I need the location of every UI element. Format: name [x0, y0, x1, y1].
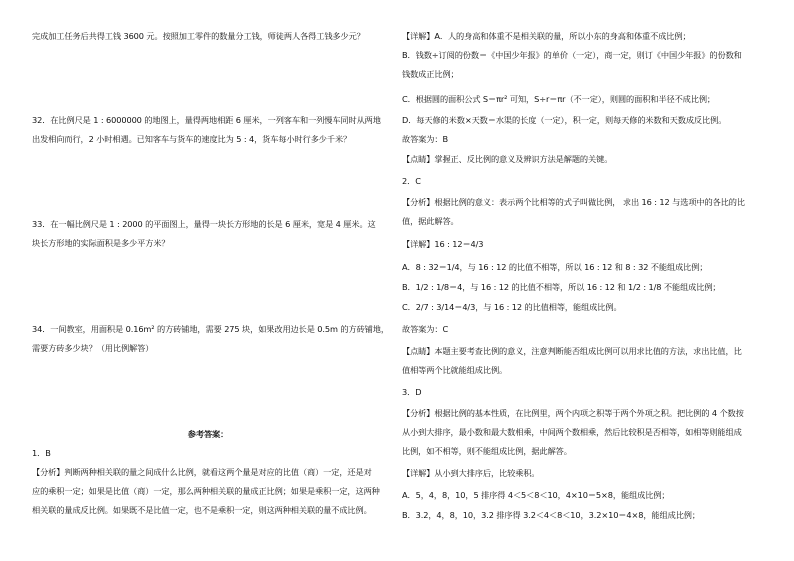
a1-detail-b-line-1: B．钱数÷订阅的份数＝《中国少年报》的单价（一定），商一定，则订《中国少年报》的份数和	[402, 50, 742, 60]
a2-analysis-line-1: 【分析】根据比例的意义：表示两个比相等的式子叫做比例， 求出 16 : 12 与选项中的各比的比	[402, 197, 745, 207]
a3-analysis-line-3: 比例，如不相等，则不能组成比例，据此解答。	[402, 446, 572, 456]
answer-1-analysis-line-3: 相关联的量成反比例。如果既不是比值一定，也不是乘积一定，则这两种相关联的量不成比例。	[32, 505, 372, 515]
a3-option-b: B．3.2，4，8，10，3.2 排序得 3.2＜4＜8＜10，3.2×10＝4×8，能组成比例；	[402, 510, 700, 520]
a2-key-point-line-1: 【点睛】本题主要考查比例的意义，注意判断能否组成比例可以用求比值的方法，求出比值，比	[402, 346, 742, 356]
q33-line-1: 33．在一幅比例尺是 1 : 2000 的平面图上，量得一块长方形地的长是 6 厘米，宽是 4 厘米。这	[32, 219, 376, 229]
answers-title: 参考答案：	[187, 429, 229, 439]
a3-analysis-line-2: 从小到大排序，最小数和最大数相乘，中间两个数相乘，然后比较积是否相等，如相等则能组成	[402, 427, 742, 437]
q33-line-2: 块长方形地的实际面积是多少平方米？	[32, 238, 170, 248]
a2-key-point-line-2: 值相等两个比就能组成比例。	[402, 365, 508, 375]
answer-2-number: 2．C	[402, 176, 421, 186]
answer-3-number: 3．D	[402, 387, 422, 397]
q32-line-1: 32．在比例尺是 1 : 6000000 的地图上，量得两地相距 6 厘米，一列客车和一列慢车同时从两地	[32, 115, 381, 125]
a2-detail: 【详解】16 : 12＝4/3	[402, 239, 484, 249]
q34-line-2: 需要方砖多少块？（用比例解答）	[32, 343, 154, 353]
a2-option-a: A．8 : 32＝1/4，与 16 : 12 的比值不相等，所以 16 : 12 和 8 : 32 不能组成比例；	[402, 262, 708, 272]
a1-key-point: 【点睛】掌握正、反比例的意义及辨识方法是解题的关键。	[402, 154, 613, 164]
q31-tail-text: 完成加工任务后共得工钱 3600 元。按照加工零件的数量分工钱，师徒两人各得工钱多少元？	[32, 31, 365, 41]
a2-answer: 故答案为：C	[402, 324, 449, 334]
a2-option-c: C．2/7 : 3/14＝4/3，与 16 : 12 的比值相等，能组成比例。	[402, 302, 622, 312]
a3-detail: 【详解】从小到大排序后，比较乘积。	[402, 468, 540, 478]
a3-analysis-line-1: 【分析】根据比例的基本性质，在比例里，两个内项之积等于两个外项之积。把比例的 4 个数按	[402, 408, 744, 418]
a1-detail-b-line-2: 钱数成正比例；	[402, 69, 459, 79]
q32-line-2: 出发相向而行，2 小时相遇。已知客车与货车的速度比为 5 : 4，货车每小时行多少千米？	[32, 134, 352, 144]
a1-answer: 故答案为：B	[402, 134, 448, 144]
answer-1-number: 1．B	[32, 448, 51, 458]
a1-detail-d: D．每天修的米数×天数＝水渠的长度（一定），积一定，则每天修的米数和天数成反比例。	[402, 115, 727, 125]
a1-detail-c: C．根据圆的面积公式 S＝πr² 可知，S÷r＝πr（不一定），则圆的面积和半径不成比例；	[402, 94, 716, 104]
answer-1-analysis-line-2: 应的乘积一定；如果是比值（商）一定，那么两种相关联的量成正比例；如果是乘积一定，这两种	[32, 486, 380, 496]
answer-1-analysis-line-1: 【分析】判断两种相关联的量之间成什么比例，就看这两个量是对应的比值（商）一定，还是对	[32, 467, 372, 477]
q34-line-1: 34．一间教室，用面积是 0.16m² 的方砖铺地，需要 275 块，如果改用边长是 0.5m 的方砖铺地，	[32, 324, 389, 334]
a3-option-a: A．5，4，8，10，5 排序得 4＜5＜8＜10，4×10＝5×8，能组成比例；	[402, 490, 670, 500]
a1-detail-a: 【详解】A．人的身高和体重不是相关联的量，所以小东的身高和体重不成比例；	[402, 31, 691, 41]
a2-analysis-line-2: 值，据此解答。	[402, 216, 459, 226]
a2-option-b: B．1/2 : 1/8＝4，与 16 : 12 的比值不相等，所以 16 : 12 和 1/2 : 1/8 不能组成比例；	[402, 282, 721, 292]
